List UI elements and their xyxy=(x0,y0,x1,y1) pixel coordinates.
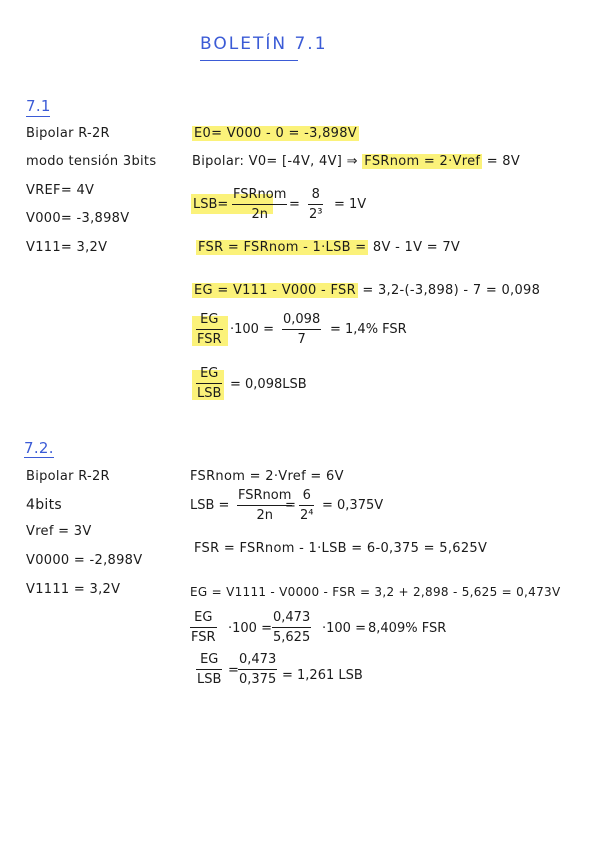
fraction-numerator: 0,473 xyxy=(273,610,311,625)
bipolar-range-line xyxy=(192,154,520,170)
fraction-denominator: 7 xyxy=(297,332,306,347)
fraction-denominator: LSB xyxy=(197,672,222,687)
fraction-numerator: 0,098 xyxy=(283,312,321,327)
fraction-bar xyxy=(232,204,287,205)
offset-error-text: E0= V000 - 0 = -3,898V xyxy=(194,126,357,141)
gain-error-lsb-fraction xyxy=(196,652,222,688)
implies-arrow: ⇒ xyxy=(346,154,358,169)
times-100: ·100 = xyxy=(228,621,272,636)
fsr-result: 8V - 1V = 7V xyxy=(372,240,461,255)
gain-error-lsb-fraction xyxy=(196,366,222,402)
given-line: VREF= 4V xyxy=(26,183,95,198)
fraction-bar xyxy=(282,329,321,330)
percent-result: = 1,4% FSR xyxy=(330,322,407,337)
bipolar-range: V0= [-4V, 4V] xyxy=(248,154,343,169)
equals-sign: = xyxy=(289,197,300,212)
section-7-1-heading: 7.1 xyxy=(26,97,51,115)
fsr-formula: FSR = FSRnom - 1·LSB = xyxy=(198,240,367,255)
lsb-result: = 0,375V xyxy=(322,498,384,513)
fraction-bar xyxy=(196,383,222,384)
fraction-numerator: 8 xyxy=(311,187,320,202)
fraction-numerator: EG xyxy=(200,366,219,381)
fraction-numerator: EG xyxy=(200,652,219,667)
times-100: ·100 = xyxy=(322,621,366,636)
fraction-denominator: FSR xyxy=(197,332,222,347)
section-7-2-underline xyxy=(24,457,54,458)
fraction-numerator: FSRnom xyxy=(233,187,287,202)
fraction-denominator: 2³ xyxy=(309,207,323,222)
fraction-denominator: 2n xyxy=(256,508,273,523)
gain-error-numeric-fraction xyxy=(272,610,311,646)
section-7-1-underline xyxy=(26,116,50,117)
percent-result: 8,409% FSR xyxy=(368,621,447,636)
fraction-denominator: 2⁴ xyxy=(300,508,314,523)
fsr-nominal-line: FSRnom = 2·Vref = 6V xyxy=(190,469,344,484)
equals-sign: = xyxy=(285,498,296,513)
lsb-error-numeric-fraction xyxy=(238,652,277,688)
offset-error-line xyxy=(192,126,359,142)
gain-error-line: EG = V1111 - V0000 - FSR = 3,2 + 2,898 - 5,625 = 0,473V xyxy=(190,585,561,599)
bipolar-label: Bipolar: xyxy=(192,154,245,169)
section-7-2-heading: 7.2. xyxy=(24,439,54,457)
fraction-denominator: LSB xyxy=(197,386,222,401)
lsb-fraction-numeric xyxy=(299,488,314,524)
times-100: ·100 = xyxy=(230,322,274,337)
fraction-numerator: FSRnom xyxy=(238,488,292,503)
fraction-bar xyxy=(190,627,217,628)
fraction-bar xyxy=(308,204,323,205)
gain-error-numeric-fraction xyxy=(282,312,321,348)
lsb-error-result: = 0,098LSB xyxy=(230,377,307,392)
gain-error-line xyxy=(192,283,540,299)
fsr-line: FSR = FSRnom - 1·LSB = 6-0,375 = 5,625V xyxy=(194,541,488,556)
lsb-fraction-numeric xyxy=(308,187,323,223)
fsr-line xyxy=(196,240,460,256)
given-line: 4bits xyxy=(26,497,62,513)
fraction-bar xyxy=(238,669,277,670)
equals-sign: = xyxy=(228,663,239,678)
lsb-result: = 1V xyxy=(334,197,367,212)
lsb-lhs: LSB= xyxy=(193,197,229,212)
gain-error-fsr-fraction xyxy=(196,312,223,348)
given-line: V000= -3,898V xyxy=(26,211,130,226)
title-underline xyxy=(200,60,298,61)
fraction-numerator: 6 xyxy=(302,488,311,503)
fraction-denominator: FSR xyxy=(191,630,216,645)
given-line: V111= 3,2V xyxy=(26,240,108,255)
gain-error-formula: EG = V111 - V000 - FSR xyxy=(194,283,356,298)
lsb-error-result: = 1,261 LSB xyxy=(282,668,363,683)
fraction-denominator: 0,375 xyxy=(239,672,277,687)
given-line: Vref = 3V xyxy=(26,524,92,539)
fraction-bar xyxy=(196,329,223,330)
given-line: Bipolar R-2R xyxy=(26,469,110,484)
fraction-numerator: EG xyxy=(200,312,219,327)
fraction-denominator: 2n xyxy=(251,207,268,222)
page-title: BOLETÍN 7.1 xyxy=(200,34,328,54)
fraction-denominator: 5,625 xyxy=(273,630,311,645)
given-line: modo tensión 3bits xyxy=(26,154,157,169)
fraction-numerator: EG xyxy=(194,610,213,625)
lsb-lhs: LSB = xyxy=(190,498,230,513)
fraction-bar xyxy=(196,669,222,670)
fraction-numerator: 0,473 xyxy=(239,652,277,667)
gain-error-fsr-fraction xyxy=(190,610,217,646)
given-line: V0000 = -2,898V xyxy=(26,553,143,568)
given-line: V1111 = 3,2V xyxy=(26,582,121,597)
fsr-nominal-value: = 8V xyxy=(486,154,521,169)
fraction-bar xyxy=(272,627,311,628)
gain-error-result: = 3,2-(-3,898) - 7 = 0,098 xyxy=(362,283,541,298)
fsr-nominal-formula: FSRnom = 2·Vref xyxy=(364,154,481,169)
fraction-bar xyxy=(299,505,314,506)
given-line: Bipolar R-2R xyxy=(26,126,110,141)
lsb-fraction xyxy=(232,187,287,223)
